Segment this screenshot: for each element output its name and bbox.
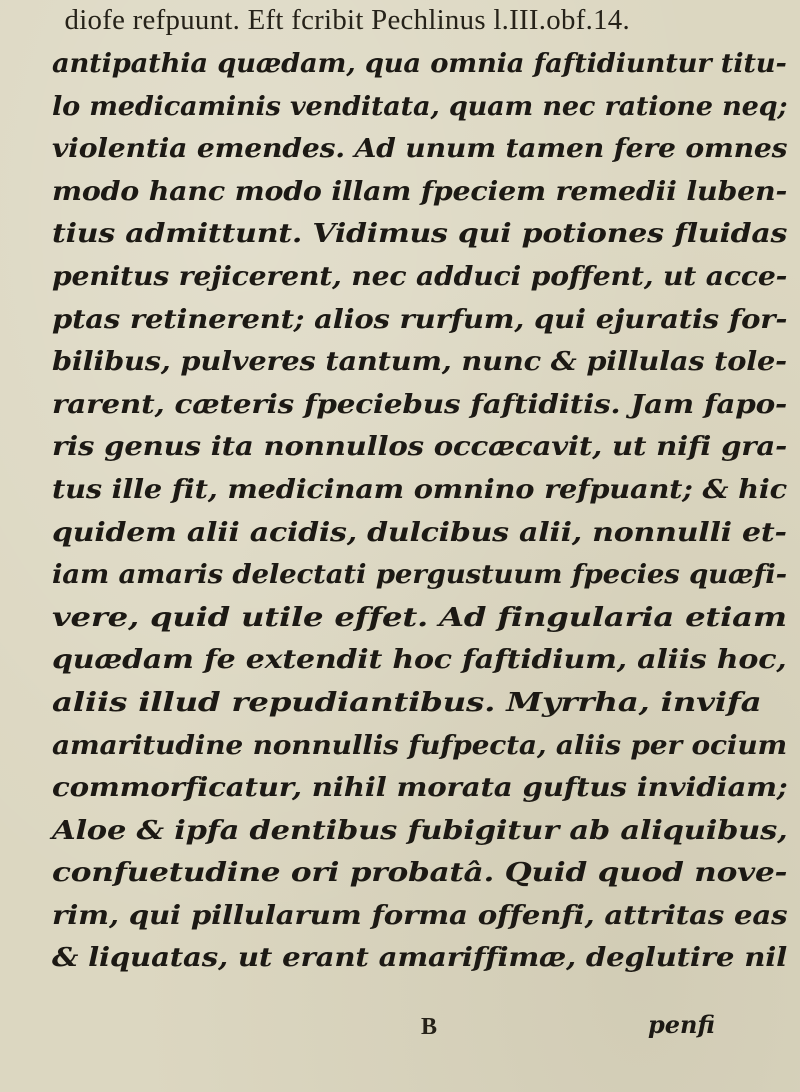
text-line: confuetudine ori probatâ. Quid quod nove- bbox=[52, 858, 788, 889]
text-line: modo hanc modo illam fpeciem remedii luben- bbox=[52, 176, 788, 207]
text-line: rim, qui pillularum forma offenfi, attritas eas bbox=[52, 900, 788, 931]
text-line: iam amaris delectati pergustuum fpecies quæfi- bbox=[52, 560, 787, 591]
text-line: quidem alii acidis, dulcibus alii, nonnulli et- bbox=[52, 517, 787, 548]
text-line: antipathia quædam, qua omnia faftidiuntur titu- bbox=[52, 49, 787, 79]
text-line: Aloe & ipfa dentibus fubigitur ab aliquibus, bbox=[52, 815, 788, 846]
catchword: penfi bbox=[648, 1010, 715, 1039]
text-line: commorficatur, nihil morata guftus invidiam; bbox=[52, 773, 788, 804]
text-line: aliis illud repudiantibus. Myrrha, invifa bbox=[52, 687, 762, 718]
text-line: bilibus, pulveres tantum, nunc & pillulas tole- bbox=[52, 347, 787, 378]
running-header: diofe refpuunt. Eft fcribit Pechlinus l.III.obf.14. bbox=[64, 4, 630, 36]
text-line: vere, quid utile effet. Ad fingularia etiam bbox=[52, 602, 787, 633]
text-line: tus ille fit, medicinam omnino refpuant; & hic bbox=[52, 474, 787, 505]
text-line: rarent, cæteris fpeciebus faftiditis. Jam fapo- bbox=[52, 389, 788, 420]
text-line: lo medicaminis venditata, quam nec ratione neq; bbox=[52, 91, 788, 122]
text-line: & liquatas, ut erant amariffimæ, deglutire nil bbox=[52, 943, 788, 974]
text-line: quædam fe extendit hoc faftidium, aliis hoc, bbox=[52, 645, 787, 676]
body-text bbox=[52, 43, 797, 980]
text-line: tius admittunt. Vidimus qui potiones fluidas bbox=[52, 219, 788, 250]
text-line: violentia emendes. Ad unum tamen fere omnes bbox=[52, 134, 788, 165]
text-line: ptas retinerent; alios rurfum, qui ejuratis for- bbox=[52, 304, 788, 335]
text-line: ris genus ita nonnullos occæcavit, ut nifi gra- bbox=[52, 432, 787, 463]
text-line: amaritudine nonnullis fufpecta, aliis per ocium bbox=[52, 730, 788, 761]
text-line: penitus rejicerent, nec adduci poffent, ut acce- bbox=[52, 261, 788, 292]
signature-mark: B bbox=[421, 1014, 438, 1040]
